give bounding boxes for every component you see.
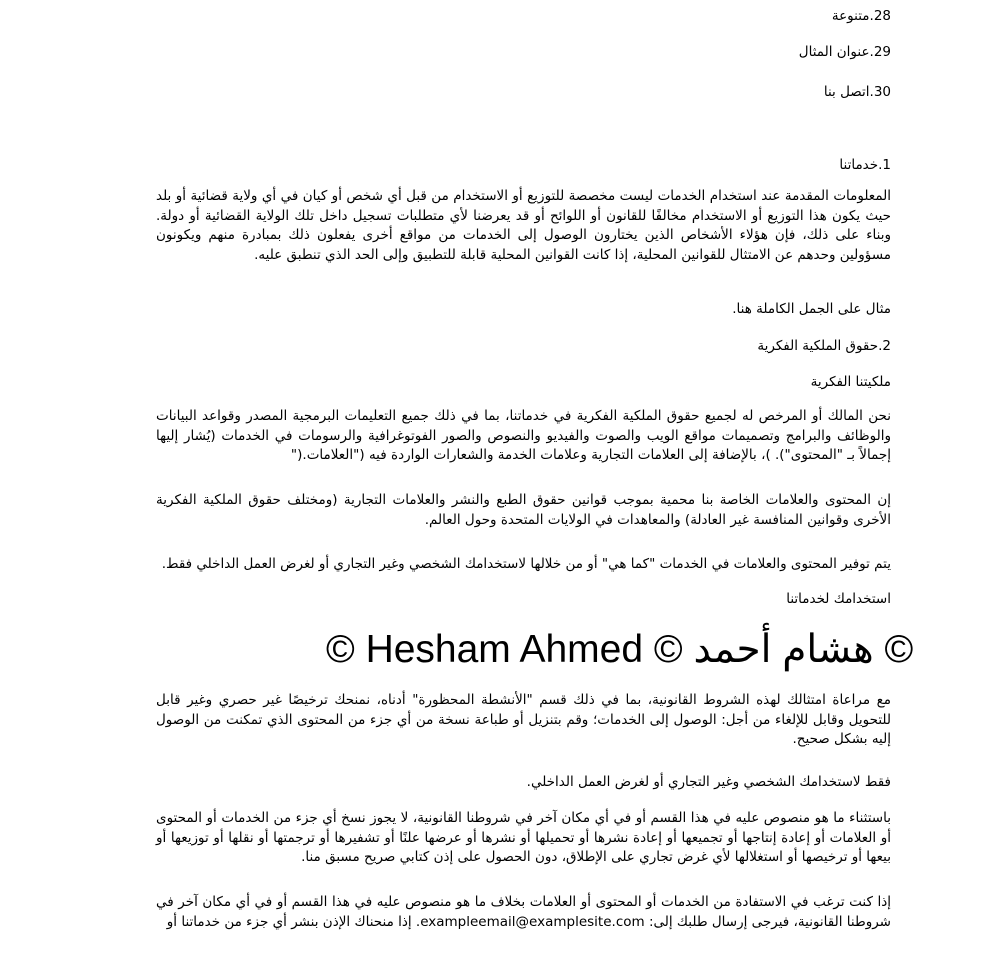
list-item-28: 28.متنوعة [831,8,891,24]
subheading-your-use: استخدامك لخدماتنا [786,591,891,607]
paragraph-ip-protection: إن المحتوى والعلامات الخاصة بنا محمية بموجب قوانين حقوق الطبع والنشر والعلامات التجارية (ومختلف حقوق الملكية الفكرية الأخرى وقوانين المنافسة غير العادلة) والمعاهدات في الولايات المتحدة وحول العالم. [156,492,891,528]
paragraph-restrictions: باستثناء ما هو منصوص عليه في هذا القسم أو في أي مكان آخر في شروطنا القانونية، لا يجوز نسخ أي جزء من الخدمات أو المحتوى أو العلامات أو إعادة إنتاجها أو تجميعها أو إعادة نشرها أو تحميلها أو نشرها أو عرضها علنًا أو تشفيرها أو ترجمتها أو نقلها أو توزيعها أو بيعها أو ترخيصها أو استغلالها لأي غرض تجاري على الإطلاق، دون الحصول على إذن كتابي صريح مسبق منا. [156,810,891,865]
paragraph-ip-ownership: نحن المالك أو المرخص له لجميع حقوق الملكية الفكرية في خدماتنا، بما في ذلك جميع التعليمات البرمجية المصدر وقواعد البيانات والوظائف والبرامج وتصميمات مواقع الويب والصوت والفيديو والنصوص والصور الفوتوغرافية والرسومات في الخدمات (يُشار إليها إجمالاً بـ "المحتوى"). )، بالإضافة إلى العلامات التجارية وعلامات الخدمة والشعارات الواردة فيه ("العلامات.(" [156,408,891,463]
section-heading-services: 1.خدماتنا [839,157,891,173]
subheading-our-ip: ملكيتنا الفكرية [810,374,891,390]
example-sentences-note: مثال على الجمل الكاملة هنا. [732,301,891,317]
paragraph-permission-request: إذا كنت ترغب في الاستفادة من الخدمات أو المحتوى أو العلامات بخلاف ما هو منصوص عليه في هذا القسم أو في أي مكان آخر في شروطنا القانونية، فيرجى إرسال طلبك إلى: exampleemail@examplesite.com. إذا منحناك الإذن بنشر أي جزء من خدماتنا أو [156,894,891,930]
paragraph-services-disclaimer: المعلومات المقدمة عند استخدام الخدمات ليست مخصصة للتوزيع أو الاستخدام من قبل أي شخص أو كيان في أي ولاية قضائية أو بلد حيث يكون هذا التوزيع أو الاستخدام مخالفًا للقانون أو اللوائح أو قد يعرضنا لأي متطلبات تسجيل داخل تلك الولاية القضائية أو دولة. وبناء على ذلك، فإن هؤلاء الأشخاص الذين يختارون الوصول إلى الخدمات من مواقع أخرى يفعلون ذلك بمبادرة منهم ويكونون مسؤولين وحدهم عن الامتثال للقوانين المحلية، إذا كانت القوانين المحلية قابلة للتطبيق وإلى الحد الذي تنطبق عليه. [156,188,891,263]
list-item-29: 29.عنوان المثال [798,44,891,60]
copyright-watermark: © Hesham Ahmed © هشام أحمد © [326,628,914,671]
paragraph-license-grant: مع مراعاة امتثالك لهذه الشروط القانونية، بما في ذلك قسم "الأنشطة المحظورة" أدناه، نمنحك ترخيصًا غير حصري وغير قابل للتحويل وقابل للإلغاء من أجل: الوصول إلى الخدمات؛ وقم بتنزيل أو طباعة نسخة من أي جزء من المحتوى الذي تمكنت من الوصول إليه بشكل صحيح. [156,692,891,747]
paragraph-content-as-is: يتم توفير المحتوى والعلامات في الخدمات "كما هي" أو من خلالها لاستخدامك الشخصي وغير التجاري أو لغرض العمل الداخلي فقط. [161,556,891,572]
list-item-30: 30.اتصل بنا [823,84,891,100]
paragraph-personal-use: فقط لاستخدامك الشخصي وغير التجاري أو لغرض العمل الداخلي. [526,774,891,790]
section-heading-ip-rights: 2.حقوق الملكية الفكرية [757,338,891,354]
